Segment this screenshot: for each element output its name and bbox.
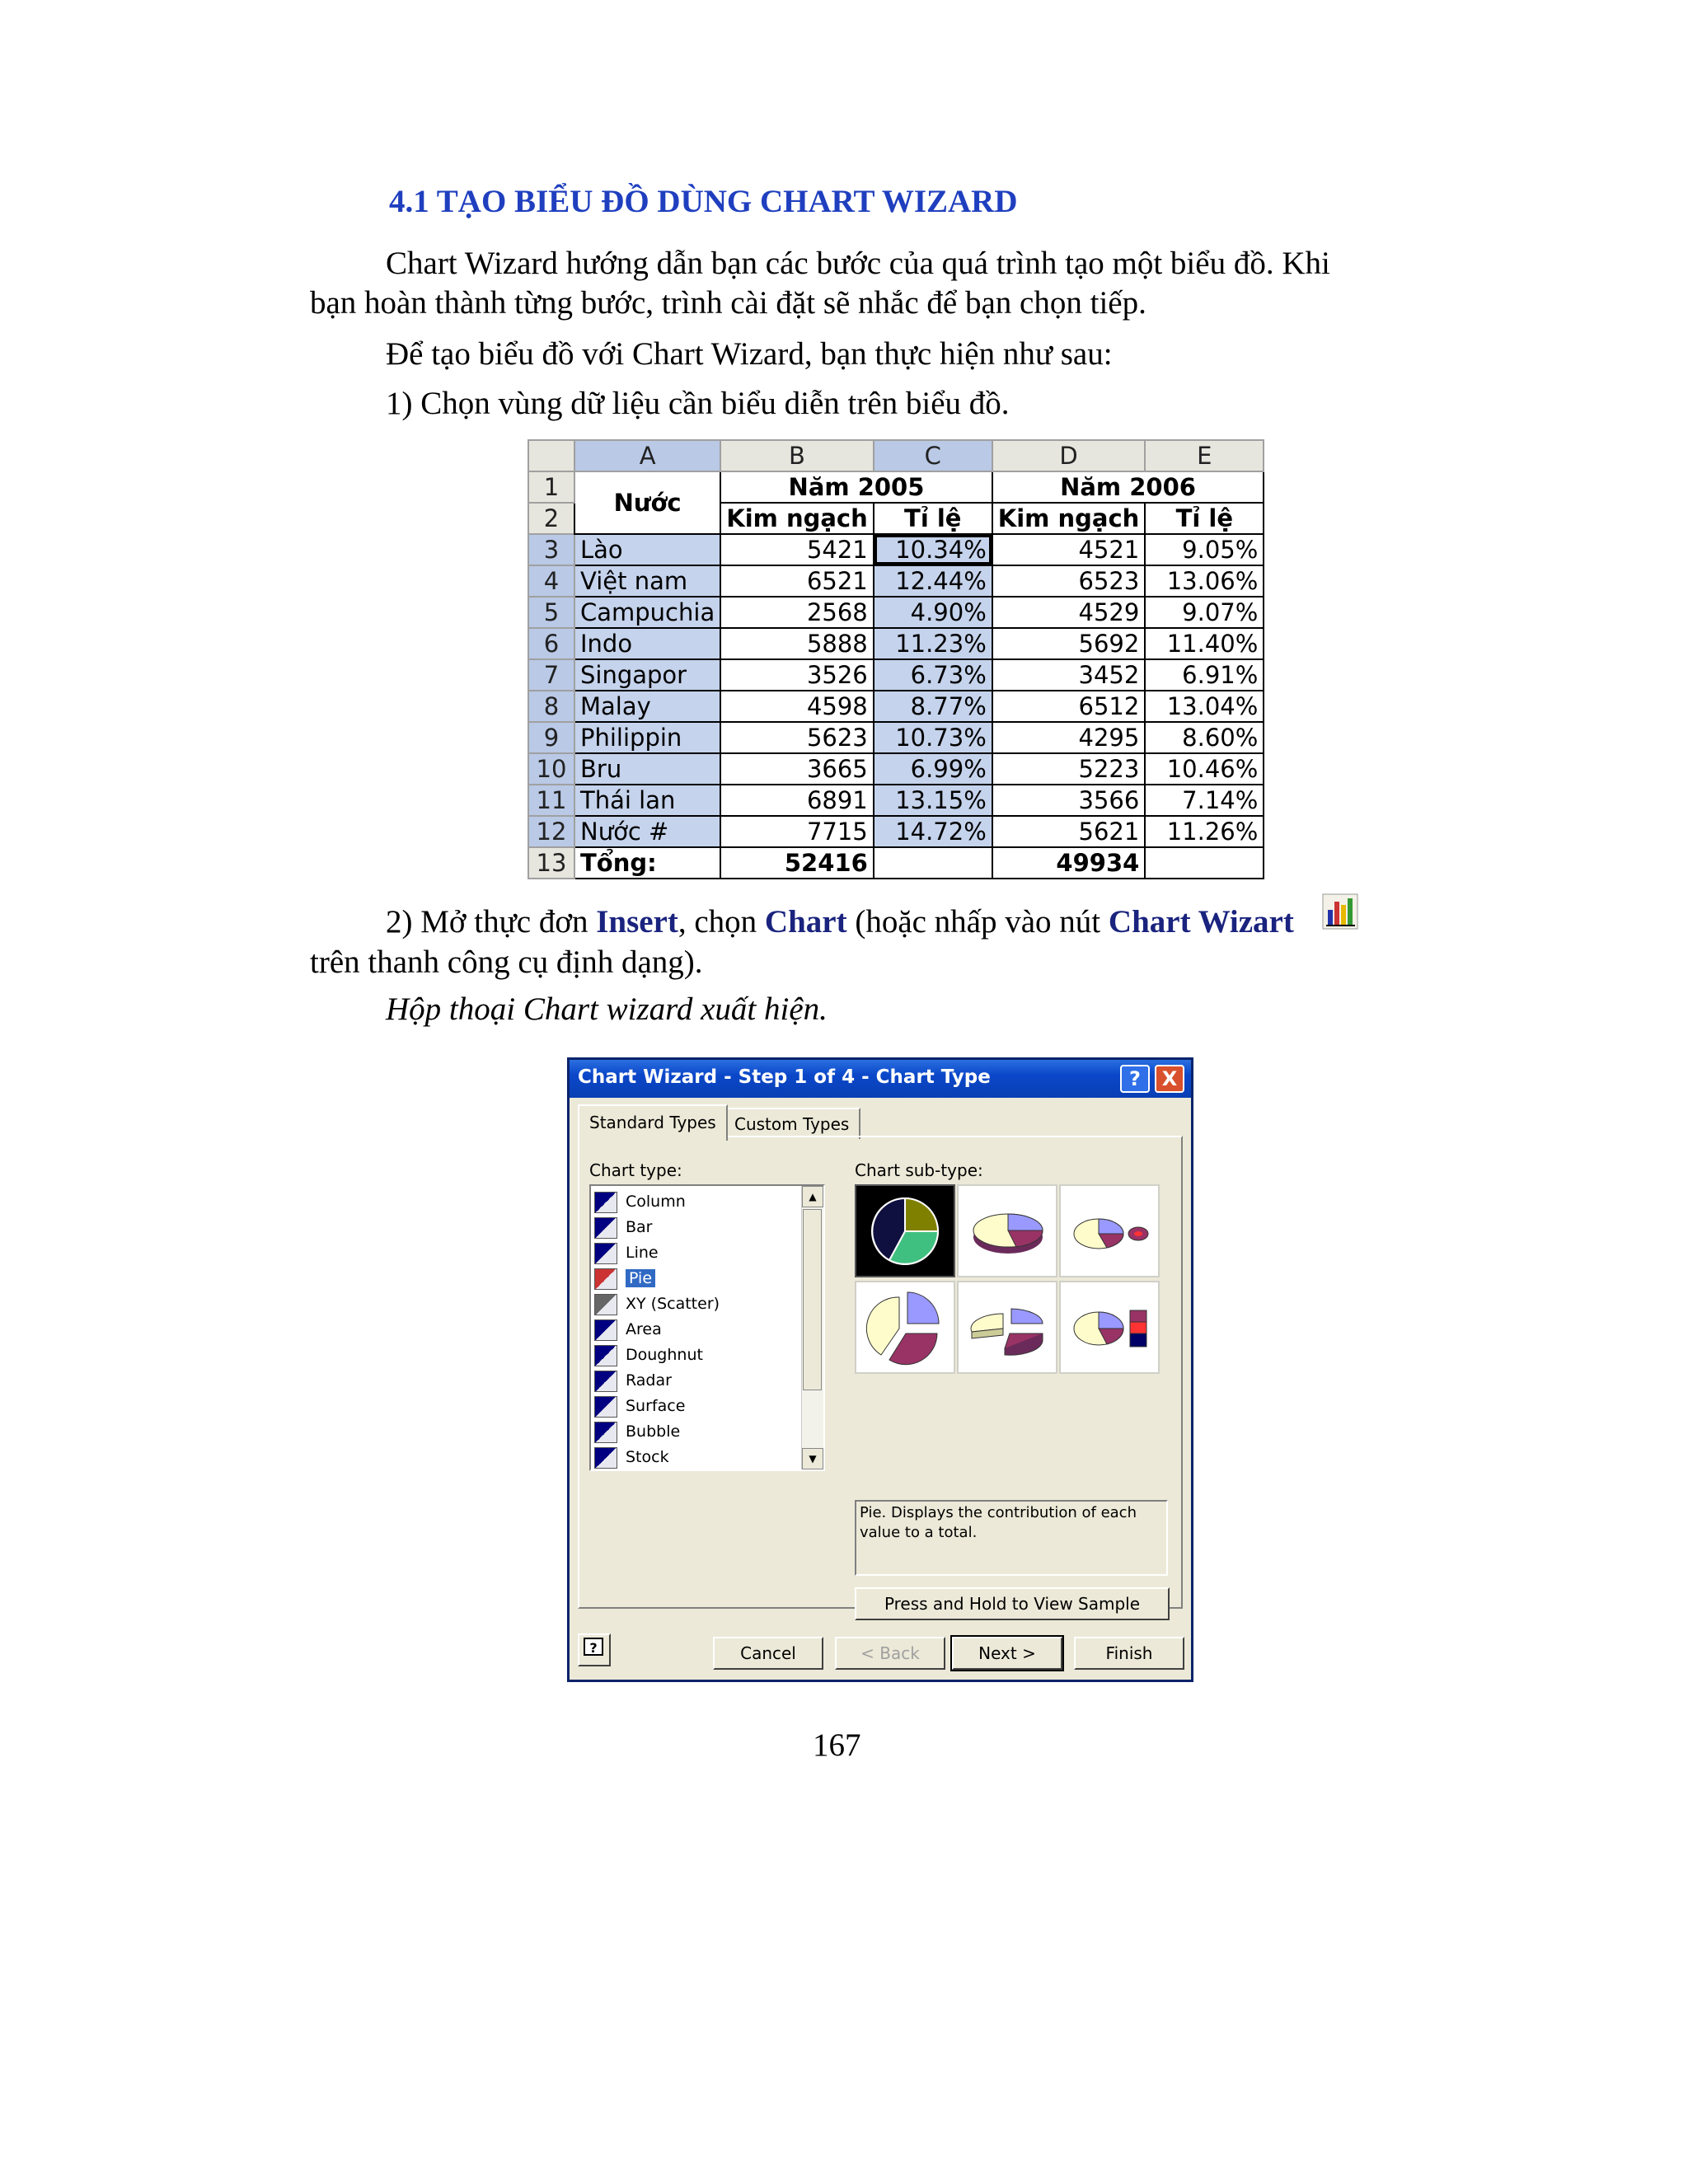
chart-type-item[interactable] [594,1266,800,1291]
ti-le-2006-cell[interactable]: 7.14% [1145,785,1264,816]
instruction-line: Để tạo biểu đồ với Chart Wizard, bạn thực hiện như sau: [386,336,1113,372]
kim-ngach-2006-cell[interactable]: 6512 [992,691,1146,722]
kim-ngach-2006-cell[interactable]: 4521 [992,534,1146,565]
kim-ngach-2005-cell[interactable]: 6891 [720,785,874,816]
row-header-13[interactable]: 13 [528,847,574,879]
ti-le-2005-cell[interactable]: 6.73% [874,659,992,691]
kim-ngach-2006-cell[interactable]: 6523 [992,565,1146,597]
chart-type-label: Bar [626,1218,653,1236]
country-cell[interactable]: Nước # [574,816,720,847]
subtype-exploded-3d-pie[interactable] [957,1281,1057,1374]
dialog-title: Chart Wizard - Step 1 of 4 - Chart Type [578,1066,991,1088]
pie-chart-icon [594,1268,617,1290]
row-header[interactable]: 3 [528,534,574,565]
ti-le-2005-cell[interactable]: 12.44% [874,565,992,597]
header-year-2006[interactable]: Năm 2006 [992,471,1264,503]
chart-wizard-dialog [567,1057,1193,1682]
tab-standard-types[interactable]: Standard Types [578,1104,728,1141]
ti-le-2006-cell[interactable]: 9.07% [1145,597,1264,628]
ti-le-2005-cell[interactable]: 14.72% [874,816,992,847]
exploded-pie-subtype-icon [856,1282,954,1372]
chart-type-label: XY (Scatter) [626,1295,720,1313]
country-cell[interactable]: Singapor [574,659,720,691]
chart-type-label: Radar [626,1371,672,1390]
corner-cell[interactable] [528,440,574,471]
tab-custom-types[interactable]: Custom Types [723,1108,860,1139]
bubble-chart-icon [594,1422,617,1443]
subtype-3d-pie[interactable] [957,1184,1057,1277]
table-row [528,816,1264,847]
table-row [528,659,1264,691]
cancel-button[interactable]: Cancel [713,1637,823,1670]
page-number: 167 [813,1727,861,1763]
row-header[interactable]: 4 [528,565,574,597]
kim-ngach-2006-cell[interactable]: 4295 [992,722,1146,753]
kim-ngach-2006-cell[interactable]: 5223 [992,753,1146,785]
subtype-pie[interactable] [855,1184,955,1277]
pie-of-pie-subtype-icon [1061,1186,1158,1276]
row-header[interactable]: 6 [528,628,574,659]
chart-wizard-keyword: Chart Wizart [1108,904,1294,940]
kim-ngach-2005-cell[interactable]: 2568 [720,597,874,628]
ti-le-2006-cell[interactable]: 8.60% [1145,722,1264,753]
chart-type-item[interactable] [594,1291,800,1316]
table-row [528,691,1264,722]
chart-type-label: Stock [626,1448,669,1466]
country-cell[interactable]: Malay [574,691,720,722]
kim-ngach-2005-cell[interactable]: 3526 [720,659,874,691]
ti-le-2005-cell[interactable]: 10.34% [874,534,992,565]
list-scrollbar[interactable] [801,1186,823,1469]
ti-le-2006-cell[interactable]: 9.05% [1145,534,1264,565]
row-header[interactable]: 8 [528,691,574,722]
chart-subtype-grid [855,1184,1166,1377]
stock-chart-icon [594,1447,617,1469]
chart-wizard-toolbar-icon [1322,893,1358,930]
chart-type-item[interactable] [594,1215,800,1240]
row-header[interactable]: 11 [528,785,574,816]
chart-type-label: Area [626,1320,662,1338]
kim-ngach-2006-cell[interactable]: 5621 [992,816,1146,847]
assistant-help-icon [581,1635,607,1661]
step-2-line-1: 2) Mở thực đơn Insert, chọn Chart (hoặc nhấp vào nút Chart Wizart [386,904,1294,940]
subtype-pie-of-pie[interactable] [1059,1184,1160,1277]
section-heading: 4.1 TẠO BIỂU ĐỒ DÙNG CHART WIZARD [389,184,1018,219]
row-header[interactable]: 9 [528,722,574,753]
office-assistant-button[interactable] [578,1633,611,1666]
country-cell[interactable]: Campuchia [574,597,720,628]
total-empty-c[interactable] [874,847,992,879]
col-header-e[interactable]: E [1145,440,1264,471]
chart-type-item[interactable] [594,1419,800,1444]
ti-le-2005-cell[interactable]: 11.23% [874,628,992,659]
spreadsheet-table [528,439,1264,879]
line-chart-icon [594,1243,617,1264]
view-sample-button[interactable]: Press and Hold to View Sample [855,1587,1170,1620]
pie-subtype-icon [856,1186,954,1276]
kim-ngach-2005-cell[interactable]: 5421 [720,534,874,565]
ti-le-2006-cell[interactable]: 10.46% [1145,753,1264,785]
ti-le-2006-cell[interactable]: 13.04% [1145,691,1264,722]
surface-chart-icon [594,1396,617,1418]
column-chart-icon [594,1192,617,1213]
country-cell[interactable]: Thái lan [574,785,720,816]
col-header-a[interactable]: A [574,440,720,471]
step-1-text: 1) Chọn vùng dữ liệu cần biểu diễn trên biểu đồ. [386,386,1010,421]
kim-ngach-2006-cell[interactable]: 5692 [992,628,1146,659]
kim-ngach-2005-cell[interactable]: 6521 [720,565,874,597]
table-row [528,534,1264,565]
chart-type-list[interactable] [589,1184,825,1471]
table-row [528,597,1264,628]
chart-type-label: Chart type: [589,1160,682,1180]
kim-ngach-2005-cell[interactable]: 5888 [720,628,874,659]
step-2-line-2: trên thanh công cụ định dạng). [310,944,703,980]
dialog-caption: Hộp thoại Chart wizard xuất hiện. [386,991,828,1027]
doughnut-chart-icon [594,1345,617,1366]
kim-ngach-2006-cell[interactable]: 3452 [992,659,1146,691]
total-empty-e[interactable] [1145,847,1264,879]
total-2006[interactable]: 49934 [992,847,1146,879]
ti-le-2005-cell[interactable]: 8.77% [874,691,992,722]
country-cell[interactable]: Indo [574,628,720,659]
chart-type-item[interactable] [594,1317,800,1342]
close-button[interactable]: X [1155,1065,1184,1093]
header-country[interactable]: Nước [574,471,720,534]
kim-ngach-2006-cell[interactable]: 3566 [992,785,1146,816]
chart-type-item[interactable] [594,1394,800,1418]
country-cell[interactable]: Philippin [574,722,720,753]
chart-subtype-label: Chart sub-type: [855,1160,983,1180]
bar-chart-icon [594,1217,617,1239]
exploded-3d-pie-subtype-icon [959,1282,1056,1372]
row-header[interactable]: 10 [528,753,574,785]
chart-type-label: Bubble [626,1422,681,1441]
table-row [528,722,1264,753]
chart-type-label: Line [626,1244,659,1262]
chart-type-item[interactable] [594,1368,800,1393]
chart-description: Pie. Displays the contribution of each value to a total. [855,1500,1168,1576]
ti-le-2005-cell[interactable]: 10.73% [874,722,992,753]
header-ti-le-2006[interactable]: Tỉ lệ [1145,503,1264,534]
subtype-bar-of-pie[interactable] [1059,1281,1160,1374]
total-label[interactable]: Tổng: [574,847,720,879]
scroll-thumb[interactable] [803,1209,822,1390]
col-header-c[interactable]: C [874,440,992,471]
chart-type-item[interactable] [594,1445,800,1469]
table-row [528,785,1264,816]
total-2005[interactable]: 52416 [720,847,874,879]
ti-le-2005-cell[interactable]: 4.90% [874,597,992,628]
country-cell[interactable]: Lào [574,534,720,565]
insert-keyword: Insert [596,904,678,940]
header-year-2005[interactable]: Năm 2005 [720,471,992,503]
help-button[interactable]: ? [1120,1065,1150,1093]
scatter-chart-icon [594,1294,617,1315]
next-button[interactable]: Next > [952,1637,1062,1670]
kim-ngach-2005-cell[interactable]: 5623 [720,722,874,753]
row-header[interactable]: 5 [528,597,574,628]
chart-type-item[interactable] [594,1189,800,1214]
header-ti-le-2005[interactable]: Tỉ lệ [874,503,992,534]
table-row [528,565,1264,597]
area-chart-icon [594,1319,617,1341]
svg-text:?: ? [589,1640,598,1656]
ti-le-2005-cell[interactable]: 6.99% [874,753,992,785]
chart-type-item[interactable] [594,1240,800,1265]
ti-le-2006-cell[interactable]: 11.40% [1145,628,1264,659]
chart-type-label: Pie [626,1269,655,1287]
scroll-down-button[interactable]: ▼ [802,1448,823,1469]
back-button[interactable]: < Back [835,1637,945,1670]
subtype-exploded-pie[interactable] [855,1281,955,1374]
ti-le-2006-cell[interactable]: 11.26% [1145,816,1264,847]
header-kim-ngach-2006[interactable]: Kim ngạch [992,503,1146,534]
chart-type-label: Column [626,1193,686,1211]
chart-type-label: Doughnut [626,1346,703,1364]
ti-le-2006-cell[interactable]: 6.91% [1145,659,1264,691]
table-row [528,753,1264,785]
intro-line-1: Chart Wizard hướng dẫn bạn các bước của quá trình tạo một biểu đồ. Khi [386,246,1330,281]
row-header-1[interactable]: 1 [528,471,574,503]
3d-pie-subtype-icon [959,1186,1056,1276]
bar-of-pie-subtype-icon [1061,1282,1158,1372]
row-header[interactable]: 12 [528,816,574,847]
ti-le-2006-cell[interactable]: 13.06% [1145,565,1264,597]
dialog-title-bar[interactable] [570,1060,1191,1098]
finish-button[interactable]: Finish [1074,1637,1184,1670]
country-cell[interactable]: Bru [574,753,720,785]
kim-ngach-2006-cell[interactable]: 4529 [992,597,1146,628]
row-header-2[interactable]: 2 [528,503,574,534]
country-cell[interactable]: Việt nam [574,565,720,597]
kim-ngach-2005-cell[interactable]: 3665 [720,753,874,785]
col-header-d[interactable]: D [992,440,1146,471]
col-header-b[interactable]: B [720,440,874,471]
scroll-up-button[interactable]: ▲ [802,1186,823,1207]
row-header[interactable]: 7 [528,659,574,691]
chart-type-item[interactable] [594,1343,800,1367]
ti-le-2005-cell[interactable]: 13.15% [874,785,992,816]
radar-chart-icon [594,1371,617,1392]
chart-type-label: Surface [626,1397,686,1415]
header-kim-ngach-2005[interactable]: Kim ngạch [720,503,874,534]
kim-ngach-2005-cell[interactable]: 7715 [720,816,874,847]
intro-line-2: bạn hoàn thành từng bước, trình cài đặt sẽ nhắc để bạn chọn tiếp. [310,285,1146,321]
table-row [528,628,1264,659]
chart-keyword: Chart [764,904,847,940]
kim-ngach-2005-cell[interactable]: 4598 [720,691,874,722]
